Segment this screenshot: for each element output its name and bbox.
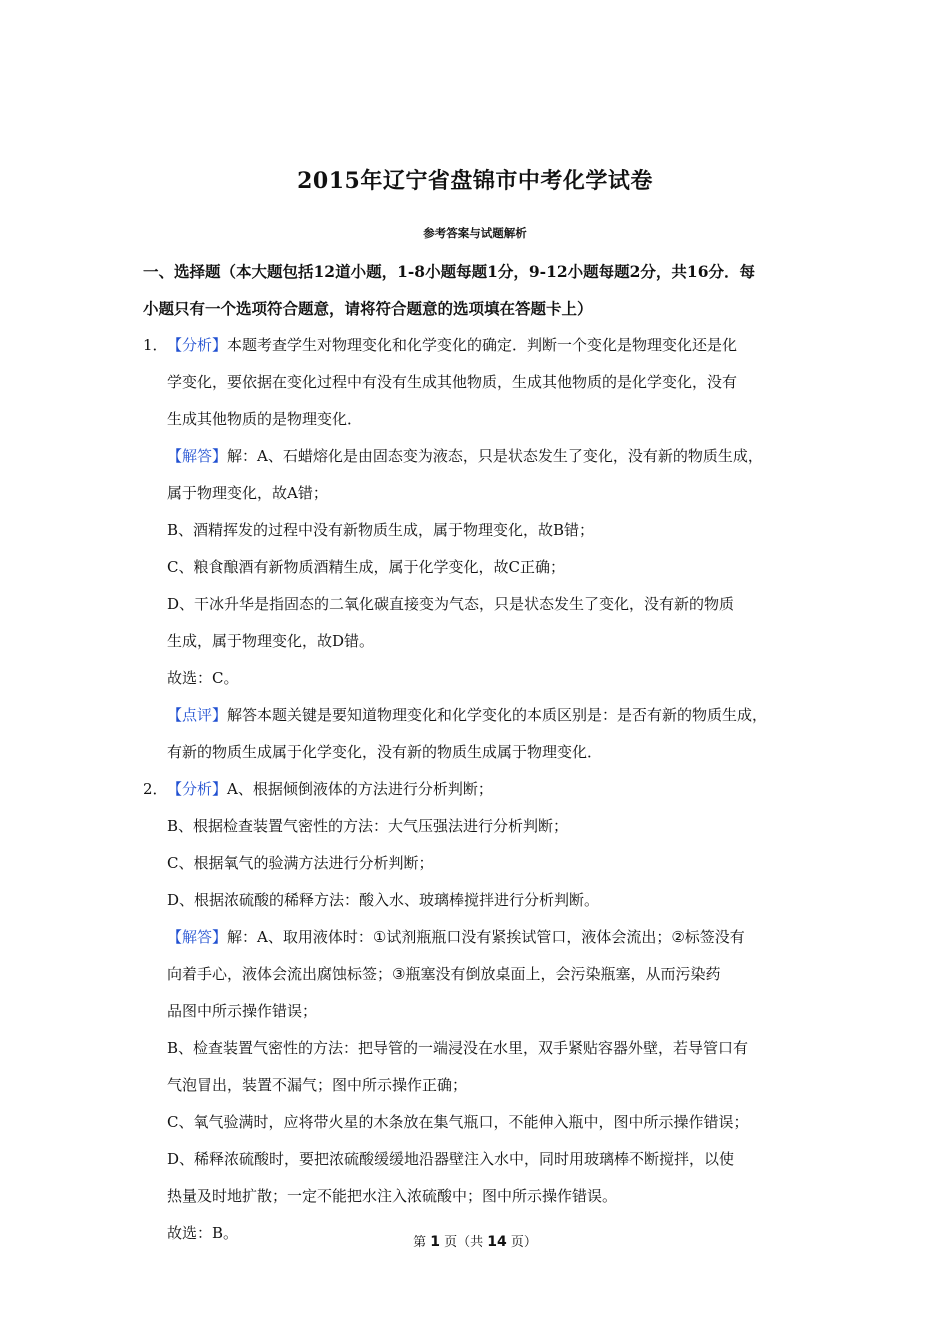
page-number: 1	[430, 1234, 440, 1250]
q1-answer-line-5: D、干冰升华是指固态的二氧化碳直接变为气态，只是状态发生了变化，没有新的物质	[167, 595, 735, 613]
q2-answer-line-4: B、检查装置气密性的方法：把导管的一端浸没在水里，双手紧贴容器外壁，若导管口有	[167, 1039, 749, 1057]
page-title: 2015年辽宁省盘锦市中考化学试卷	[297, 168, 653, 194]
q1-answer-line-3: B、酒精挥发的过程中没有新物质生成，属于物理变化，故B错；	[167, 521, 595, 539]
analysis-tag: 【分析】	[167, 336, 228, 354]
comment-tag: 【点评】	[167, 706, 228, 724]
q2-analysis-line-2: B、根据检查装置气密性的方法：大气压强法进行分析判断；	[167, 817, 569, 835]
q2-answer-line-3: 品图中所示操作错误；	[167, 1002, 318, 1020]
q2-analysis-line-1: 【分析】A、根据倾倒液体的方法进行分析判断；	[167, 780, 493, 798]
page-footer: 第 1 页（共 14 页）	[413, 1234, 537, 1250]
answer-tag: 【解答】	[167, 928, 228, 946]
q1-answer-line-7: 故选：C。	[167, 669, 239, 687]
q1-answer-line-2: 属于物理变化，故A错；	[167, 484, 328, 502]
circled-one: ①	[372, 928, 387, 946]
question-2	[143, 771, 823, 1252]
q2-answer-line-2: 向着手心，液体会流出腐蚀标签；③瓶塞没有倒放桌面上，会污染瓶塞，从而污染药	[167, 965, 721, 983]
section-heading-line-1: 一、选择题（本大题包括12道小题，1-8小题每题1分，9-12小题每题2分，共16分．每	[143, 262, 756, 281]
question-number: 2．	[143, 780, 168, 798]
question-number: 1．	[143, 336, 168, 354]
circled-three: ③	[392, 965, 406, 983]
section-heading-line-2: 小题只有一个选项符合题意，请将符合题意的选项填在答题卡上）	[143, 299, 593, 318]
q1-analysis-line-3: 生成其他物质的是物理变化．	[167, 410, 363, 428]
q1-analysis-line-2: 学变化，要依据在变化过程中有没有生成其他物质，生成其他物质的是化学变化，没有	[167, 373, 738, 391]
document-content	[143, 253, 823, 1252]
q1-analysis-line-1: 【分析】本题考查学生对物理变化和化学变化的确定．判断一个变化是物理变化还是化	[167, 336, 738, 354]
circled-two: ②	[671, 928, 685, 946]
answer-tag: 【解答】	[167, 447, 228, 465]
q2-answer-line-9: 故选：B。	[167, 1224, 239, 1242]
q1-answer-line-6: 生成，属于物理变化，故D错。	[167, 632, 375, 650]
q1-comment-line-1: 【点评】解答本题关键是要知道物理变化和化学变化的本质区别是：是否有新的物质生成，	[167, 706, 768, 724]
q2-answer-line-6: C、氧气验满时，应将带火星的木条放在集气瓶口，不能伸入瓶中，图中所示操作错误；	[167, 1113, 749, 1131]
q1-answer-line-4: C、粮食酿酒有新物质酒精生成，属于化学变化，故C正确；	[167, 558, 565, 576]
q2-answer-line-5: 气泡冒出，装置不漏气；图中所示操作正确；	[167, 1076, 468, 1094]
q2-analysis-line-3: C、根据氧气的验满方法进行分析判断；	[167, 854, 434, 872]
q2-answer-line-8: 热量及时地扩散；一定不能把水注入浓硫酸中；图中所示操作错误。	[167, 1187, 618, 1205]
page-subtitle: 参考答案与试题解析	[423, 226, 527, 240]
question-1	[143, 327, 823, 771]
page-total: 14	[487, 1234, 507, 1250]
q2-answer-line-1: 【解答】解：A、取用液体时：①试剂瓶瓶口没有紧挨试管口，液体会流出；②标签没有	[167, 928, 745, 946]
q2-analysis-line-4: D、根据浓硫酸的稀释方法：酸入水、玻璃棒搅拌进行分析判断。	[167, 891, 600, 909]
q1-answer-line-1: 【解答】解：A、石蜡熔化是由固态变为液态，只是状态发生了变化，没有新的物质生成，	[167, 447, 763, 465]
section-heading	[143, 253, 823, 327]
q2-answer-line-7: D、稀释浓硫酸时，要把浓硫酸缓缓地沿器壁注入水中，同时用玻璃棒不断搅拌，以使	[167, 1150, 735, 1168]
analysis-tag: 【分析】	[167, 780, 228, 798]
q1-comment-line-2: 有新的物质生成属于化学变化，没有新的物质生成属于物理变化．	[167, 743, 603, 761]
